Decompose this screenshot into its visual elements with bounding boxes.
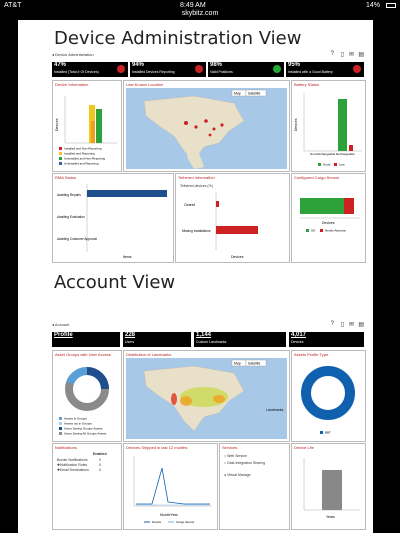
device-dashboard (52, 52, 364, 262)
device-life-panel[interactable]: Device Life Years (291, 443, 366, 530)
bar-missing-installations[interactable] (216, 226, 258, 234)
rma-status-panel[interactable]: RMA Status Awaiting Repairs Awaiting Evaluation Awaiting Customer Approval Items (52, 173, 174, 263)
battery-label: 14% (366, 2, 381, 9)
kpi-profile[interactable]: Profile (52, 332, 120, 347)
legend (59, 147, 105, 166)
donut-segment-bbt[interactable] (306, 371, 350, 415)
svg-text:Assets in Groups: Assets in Groups (64, 416, 87, 421)
bar-cleared[interactable] (216, 201, 219, 207)
svg-text:Uninstalled and Reporting: Uninstalled and Reporting (64, 161, 99, 166)
device-view-heading: Device Administration View (54, 28, 302, 49)
help-icon[interactable]: ? (330, 321, 334, 327)
svg-text:Non-Rechargeable: Non-Rechargeable (310, 152, 336, 156)
device-info-bar-chart (53, 81, 121, 171)
asset-groups-donut (53, 351, 121, 441)
svg-text:Needs Attention: Needs Attention (325, 228, 347, 233)
svg-text:Awaiting Evaluation: Awaiting Evaluation (57, 215, 85, 219)
svg-text:Awaiting Customer Approval: Awaiting Customer Approval (57, 237, 97, 241)
kpi-users[interactable]: 228 Users (123, 332, 191, 347)
svg-text:Items: Items (123, 255, 132, 259)
bar-awaiting-repairs[interactable] (87, 190, 167, 197)
bar-rechargeable-good[interactable] (338, 99, 347, 151)
service-item[interactable]: ○ Data Integration Sharing (224, 461, 266, 465)
svg-text:Years: Years (326, 515, 335, 519)
web-page (18, 20, 373, 533)
bar-ok[interactable] (300, 198, 344, 214)
device-life-bar-chart (292, 444, 365, 529)
print-icon[interactable]: ▤ (358, 322, 364, 328)
cargo-bar-chart (292, 174, 365, 262)
landmarks-heat-map[interactable] (124, 351, 289, 441)
clock: 8:49 AM (180, 2, 206, 9)
svg-text:Map: Map (234, 361, 241, 366)
bar-uninstalled-reporting[interactable] (96, 109, 102, 143)
svg-text:Map: Map (234, 91, 241, 96)
svg-text:Installed and Non-Reporting: Installed and Non-Reporting (64, 146, 102, 151)
rma-bar-chart (53, 174, 173, 262)
profile-type-donut (292, 351, 365, 441)
bar-needs-attention[interactable] (344, 198, 354, 214)
svg-text:BBT: BBT (325, 430, 331, 435)
map-marker[interactable] (184, 121, 188, 125)
cargo-sensor-panel[interactable]: Configured Cargo Sensor Devices OK Needs Attention (291, 173, 366, 263)
status-dot (117, 65, 125, 73)
notif-row[interactable]: ✚Notification Rules (57, 463, 88, 467)
svg-text:Devices: Devices (231, 255, 244, 259)
email-icon[interactable]: ✉ (348, 322, 354, 328)
kpi-installed[interactable]: 47% Installed (Total # Of Devices) (52, 62, 128, 77)
url-bar[interactable] (0, 10, 400, 20)
svg-text:Installed and Reporting: Installed and Reporting (64, 151, 95, 156)
svg-text:Device: Device (152, 520, 162, 524)
bar-rechargeable-low[interactable] (349, 145, 353, 151)
location-map[interactable] (124, 81, 289, 171)
landmarks-distribution-panel[interactable]: Distribution of Landmarks Map Satellite Landmarks (123, 350, 290, 442)
last-known-location-panel[interactable]: Last Known Location Map Satellite (123, 80, 290, 172)
svg-text:Landmarks: Landmarks (266, 408, 284, 412)
svg-text:Missing Installations: Missing Installations (182, 229, 211, 233)
svg-text:Rechargeable: Rechargeable (336, 152, 355, 156)
svg-text:Satellite: Satellite (248, 361, 261, 366)
assets-profile-type-panel[interactable]: Assets Profile Type BBT (291, 350, 366, 442)
kpi-strip (52, 332, 364, 347)
status-dot (195, 65, 203, 73)
map-marker[interactable] (209, 134, 212, 137)
svg-text:Cargo Sensor: Cargo Sensor (176, 520, 195, 524)
svg-text:Low: Low (339, 162, 345, 167)
svg-text:Users Seeing All Groups Assets: Users Seeing All Groups Assets (64, 431, 107, 436)
section-title: ◂ Account ? ▯ ✉ ▤ (52, 321, 364, 328)
kpi-custom-landmarks[interactable]: 1,144 Custom Landmarks (194, 332, 286, 347)
svg-text:Cleared: Cleared (184, 203, 196, 207)
map-marker[interactable] (220, 123, 223, 126)
battery-bar-chart (292, 81, 365, 171)
kpi-good-battery[interactable]: 95% Installed with a Good Battery (286, 62, 364, 77)
kpi-reporting[interactable]: 94% Installed Devices Reporting (130, 62, 206, 77)
y-axis-label: Devices (55, 118, 59, 131)
service-item[interactable]: ● Virtual Manage (224, 473, 251, 477)
asset-groups-panel[interactable]: Asset Groups with User Access Assets in Groups Assets not in Groups Users Seeing Groups Assets Users Seeing All Groups Assets (52, 350, 122, 442)
document-icon[interactable]: ▯ (340, 52, 344, 58)
services-panel[interactable]: Services ○ Web Service ○ Data Integration Sharing ● Virtual Manage (219, 443, 290, 530)
notifications-panel[interactable]: Notifications Enabled Border Notifications 0 ✚Notification Rules 0 ✚Email Destinations 0 (52, 443, 122, 530)
carrier-label: AT&T (4, 2, 22, 9)
map-marker[interactable] (194, 125, 197, 128)
kpi-valid-positions[interactable]: 98% Valid Positions (208, 62, 284, 77)
bar-segment[interactable] (91, 121, 95, 143)
svg-text:OK: OK (311, 228, 316, 233)
map-marker[interactable] (213, 128, 216, 131)
service-item[interactable]: ○ Web Service (224, 454, 247, 458)
svg-text:Good: Good (323, 162, 331, 167)
svg-text:Users Seeing Groups Assets: Users Seeing Groups Assets (64, 426, 103, 431)
device-information-panel[interactable]: Device Information Devices Installed and Non-Reporting Installed and Reporting Uninstalled and Non-Reporting Uninstalled and Reporting (52, 80, 122, 172)
battery-status-panel[interactable]: Battery Status Devices Non-Rechargeable Rechargeable Good Low (291, 80, 366, 172)
url-text: skybitz.com (181, 10, 219, 17)
map-marker[interactable] (204, 119, 208, 123)
svg-text:Assets not in Groups: Assets not in Groups (64, 421, 92, 426)
email-icon[interactable]: ✉ (348, 52, 354, 58)
kpi-devices[interactable]: 4,017 Devices (289, 332, 364, 347)
notif-row[interactable]: ✚Email Destinations (57, 468, 89, 472)
svg-text:Awaiting Repairs: Awaiting Repairs (57, 193, 81, 197)
section-title: ◂ Device Administration ? ▯ ✉ ▤ (52, 51, 364, 58)
document-icon[interactable]: ▯ (340, 322, 344, 328)
account-view-heading: Account View (54, 272, 176, 293)
svg-text:Devices: Devices (294, 118, 298, 131)
tethered-information-panel[interactable]: Tethered Information Tethered devices (%) Cleared Missing Installations Devices (175, 173, 290, 263)
kpi-strip (52, 62, 364, 77)
battery-icon (386, 3, 396, 8)
notif-row[interactable]: Border Notifications (57, 458, 88, 462)
status-dot (353, 65, 361, 73)
donut-segment-users[interactable] (87, 371, 105, 389)
devices-shipped-panel[interactable]: Devices Shipped in last 12 months Month/Year Device Cargo Sensor (123, 443, 218, 530)
svg-text:Devices: Devices (322, 221, 335, 225)
svg-text:Satellite: Satellite (248, 91, 261, 96)
svg-text:Uninstalled and Non-Reporting: Uninstalled and Non-Reporting (64, 156, 106, 161)
shipped-line-chart (124, 444, 217, 529)
help-icon[interactable]: ? (330, 51, 334, 57)
print-icon[interactable]: ▤ (358, 52, 364, 58)
account-dashboard (52, 322, 364, 530)
status-dot (273, 65, 281, 73)
svg-text:Month/Year: Month/Year (160, 513, 178, 517)
bar-device-life[interactable] (322, 470, 342, 510)
series-device[interactable] (136, 468, 210, 504)
donut-segment-assets[interactable] (70, 371, 87, 383)
